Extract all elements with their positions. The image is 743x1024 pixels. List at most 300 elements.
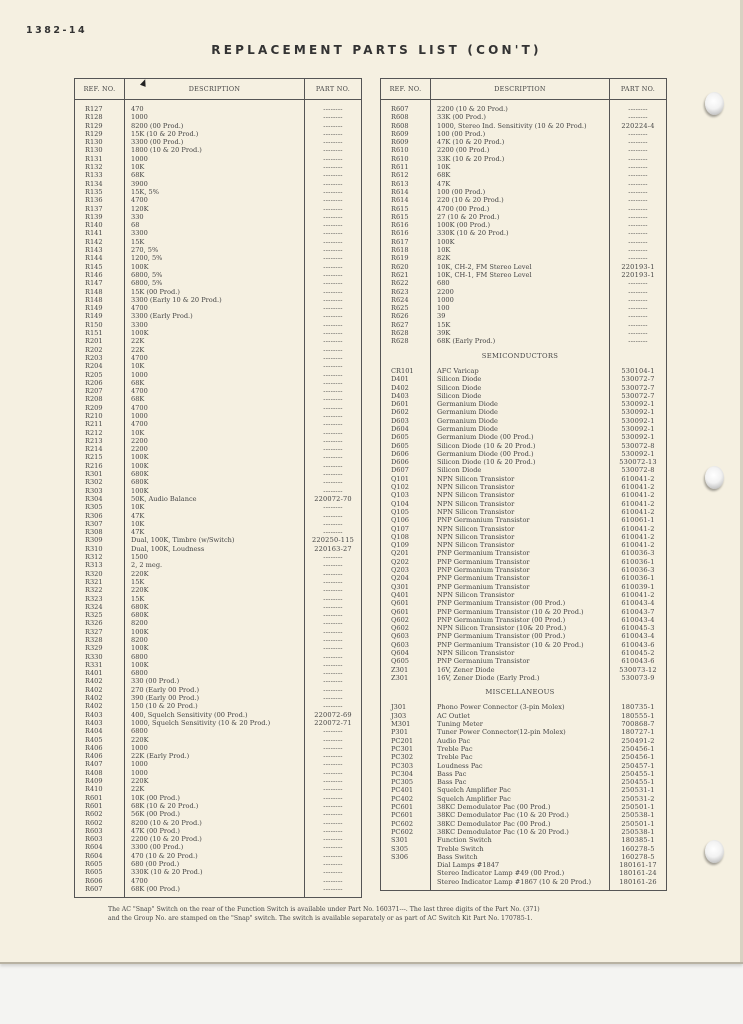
description-cell: Bass Switch: [437, 852, 478, 861]
ref-no-cell: Q106: [391, 516, 409, 525]
header-description: DESCRIPTION: [431, 79, 610, 99]
part-no-cell: --------: [323, 777, 343, 786]
description-cell: 68K (Early Prod.): [437, 337, 496, 346]
part-no-cell: --------: [323, 627, 343, 636]
part-no-cell: 530072-13: [619, 458, 657, 467]
ref-no-cell: R132: [85, 163, 103, 172]
ref-no-cell: J303: [391, 711, 407, 720]
ref-no-cell: Q603: [391, 640, 409, 649]
ref-no-cell: D605: [391, 441, 409, 450]
ref-no-cell: R407: [85, 760, 103, 769]
ref-no-cell: R615: [391, 212, 409, 221]
part-no-cell: --------: [323, 237, 343, 246]
part-no-cell: --------: [323, 528, 343, 537]
part-no-cell: --------: [323, 295, 343, 304]
description-cell: PNP Germanium Transistor: [437, 516, 530, 525]
part-no-cell: --------: [323, 270, 343, 279]
part-no-cell: --------: [323, 428, 343, 437]
description-cell: 38KC Demodulator Pac (10 & 20 Prod.): [437, 827, 569, 836]
description-cell: 8200: [131, 619, 148, 628]
part-no-cell: 610043-4: [621, 632, 655, 641]
part-no-cell: --------: [628, 229, 648, 238]
part-no-cell: --------: [323, 727, 343, 736]
ref-no-cell: D402: [391, 383, 409, 392]
ref-no-cell: Q202: [391, 557, 409, 566]
part-no-cell: --------: [323, 196, 343, 205]
description-cell: 3900: [131, 179, 148, 188]
ref-no-cell: R202: [85, 345, 103, 354]
ref-no-cell: R601: [85, 801, 103, 810]
description-cell: Dial Lamps #1847: [437, 861, 500, 870]
part-no-cell: 160278-5: [621, 852, 655, 861]
ref-no-cell: R149: [85, 312, 103, 321]
description-cell: 680K: [131, 470, 149, 479]
description-cell: 1000: [131, 743, 148, 752]
description-cell: 680K: [131, 602, 149, 611]
description-cell: 39: [437, 312, 446, 321]
part-no-cell: 530104-1: [621, 366, 655, 375]
ref-no-cell: R612: [391, 171, 409, 180]
part-no-cell: --------: [628, 221, 648, 230]
description-cell: Function Switch: [437, 836, 492, 845]
ref-no-cell: R406: [85, 743, 103, 752]
part-no-cell: --------: [323, 868, 343, 877]
part-no-cell: 250538-1: [621, 827, 655, 836]
part-no-cell: 610045-3: [621, 624, 655, 633]
description-cell: 10K: [131, 428, 145, 437]
ref-no-cell: R614: [391, 196, 409, 205]
ref-no-cell: R625: [391, 304, 409, 313]
description-cell: 330K (10 & 20 Prod.): [131, 868, 203, 877]
ref-no-cell: R609: [391, 138, 409, 147]
ref-no-cell: R141: [85, 229, 103, 238]
part-no-cell: --------: [628, 163, 648, 172]
ref-no-cell: R403: [85, 710, 103, 719]
description-cell: 680: [437, 279, 450, 288]
part-no-cell: --------: [323, 553, 343, 562]
description-cell: Germanium Diode: [437, 408, 498, 417]
part-no-cell: --------: [323, 287, 343, 296]
ref-no-cell: R330: [85, 652, 103, 661]
ref-no-cell: R325: [85, 611, 103, 620]
part-no-cell: 250456-1: [621, 744, 655, 753]
part-no-cell: --------: [323, 470, 343, 479]
part-no-cell: --------: [323, 329, 343, 338]
ref-no-cell: R402: [85, 677, 103, 686]
description-cell: 38KC Demodulator Pac (00 Prod.): [437, 803, 551, 812]
ref-no-cell: R604: [85, 851, 103, 860]
part-no-cell: --------: [323, 760, 343, 769]
ref-no-cell: R304: [85, 494, 103, 503]
description-cell: Phono Power Connector (3-pin Molex): [437, 703, 565, 712]
part-no-cell: --------: [323, 171, 343, 180]
part-no-cell: 610041-2: [621, 590, 655, 599]
part-no-cell: --------: [323, 395, 343, 404]
ref-no-cell: Z301: [391, 673, 409, 682]
description-cell: 1000: [131, 113, 148, 122]
part-no-cell: 610043-7: [621, 607, 655, 616]
ref-no-cell: R147: [85, 279, 103, 288]
part-no-cell: --------: [323, 569, 343, 578]
part-no-cell: 250531-2: [621, 794, 655, 803]
ref-no-cell: R302: [85, 478, 103, 487]
part-no-cell: --------: [323, 677, 343, 686]
ref-no-cell: R603: [85, 835, 103, 844]
description-cell: Tuning Meter: [437, 720, 483, 729]
part-no-cell: --------: [323, 254, 343, 263]
part-no-cell: 220072-69: [314, 710, 352, 719]
ref-no-cell: R611: [391, 163, 409, 172]
part-no-cell: --------: [323, 694, 343, 703]
ref-no-cell: R321: [85, 577, 103, 586]
section-spacer: [381, 682, 430, 703]
part-no-cell: --------: [628, 287, 648, 296]
part-no-cell: --------: [628, 138, 648, 147]
description-cell: 1000, Stereo Ind. Sensitivity (10 & 20 Prod.): [437, 121, 587, 130]
footnote-line-2: and the Group No. are stamped on the "Snap" switch. The switch is available separately or as part of AC Switch Kit Part No. 170785-1.: [108, 914, 533, 922]
description-cell: 33K (00 Prod.): [437, 113, 486, 122]
description-cell: 100K: [131, 461, 149, 470]
part-no-cell: --------: [323, 362, 343, 371]
ref-no-cell: R602: [85, 818, 103, 827]
description-cell: 680K: [131, 611, 149, 620]
description-cell: 22K: [131, 785, 145, 794]
ref-no-cell: D603: [391, 416, 409, 425]
ref-no-cell: R142: [85, 237, 103, 246]
header-ref-no: REF. NO.: [381, 79, 431, 99]
ref-no-cell: R148: [85, 295, 103, 304]
ref-no-cell: D606: [391, 458, 409, 467]
ref-no-cell: R213: [85, 436, 103, 445]
part-no-cell: 220072-70: [314, 494, 352, 503]
ref-no-cell: R306: [85, 511, 103, 520]
ref-no-cell: PC301: [391, 744, 414, 753]
description-cell: 100 (00 Prod.): [437, 187, 486, 196]
part-no-cell: 220193-1: [621, 262, 655, 271]
ref-no-cell: Q103: [391, 491, 409, 500]
part-no-cell: --------: [323, 279, 343, 288]
ref-no-cell: R143: [85, 246, 103, 255]
ref-no-cell: R402: [85, 685, 103, 694]
description-cell: Treble Pac: [437, 753, 473, 762]
ref-no-cell: R627: [391, 320, 409, 329]
description-cell: 100K (00 Prod.): [437, 221, 491, 230]
description-cell: 270 (Early 00 Prod.): [131, 685, 200, 694]
description-cell: 6800, 5%: [131, 270, 163, 279]
ref-no-cell: R151: [85, 329, 103, 338]
part-no-cell: --------: [323, 403, 343, 412]
description-cell: 47K (10 & 20 Prod.): [437, 138, 505, 147]
ref-no-cell: R128: [85, 113, 103, 122]
ref-no-cell: R626: [391, 312, 409, 321]
ref-no-cell: R609: [391, 129, 409, 138]
page-title: REPLACEMENT PARTS LIST (CON'T): [211, 43, 542, 57]
part-no-cell: --------: [323, 420, 343, 429]
part-no-cell: --------: [323, 785, 343, 794]
part-no-cell: 530073-12: [619, 665, 657, 674]
part-column: [610, 100, 666, 890]
part-no-cell: --------: [323, 320, 343, 329]
part-no-cell: --------: [323, 453, 343, 462]
ref-no-cell: R129: [85, 121, 103, 130]
ref-no-cell: Q301: [391, 582, 409, 591]
ref-no-cell: R628: [391, 337, 409, 346]
description-cell: 1000, Squelch Sensitivity (10 & 20 Prod.): [131, 718, 271, 727]
part-no-cell: --------: [628, 179, 648, 188]
description-cell: 39K: [437, 329, 451, 338]
description-cell: 220K: [131, 735, 149, 744]
ref-no-cell: R201: [85, 337, 103, 346]
description-cell: 6800: [131, 669, 148, 678]
ref-no-cell: R614: [391, 187, 409, 196]
description-cell: 8200: [131, 636, 148, 644]
description-cell: 100K: [437, 237, 455, 246]
ref-no-cell: R410: [85, 785, 103, 794]
part-no-cell: --------: [323, 801, 343, 810]
description-cell: 38KC Demodulator Pac (00 Prod.): [437, 819, 551, 828]
description-cell: Germanium Diode (00 Prod.): [437, 433, 534, 442]
part-no-cell: 160278-5: [621, 844, 655, 853]
description-cell: 680K: [131, 478, 149, 487]
part-no-cell: 610041-2: [621, 474, 655, 483]
ref-no-cell: R131: [85, 154, 103, 163]
description-cell: 220K: [131, 569, 149, 578]
part-no-cell: 530092-1: [621, 449, 655, 458]
part-no-cell: --------: [323, 860, 343, 869]
part-no-cell: --------: [323, 262, 343, 271]
description-cell: PNP Germanium Transistor (10 & 20 Prod.): [437, 607, 584, 616]
ref-no-cell: R210: [85, 411, 103, 420]
ref-no-cell: R305: [85, 503, 103, 512]
description-cell: 68K: [131, 395, 145, 404]
description-cell: PNP Germanium Transistor: [437, 549, 530, 558]
ref-no-cell: Q602: [391, 624, 409, 633]
ref-no-cell: R628: [391, 329, 409, 338]
ref-no-cell: Q105: [391, 507, 409, 516]
description-cell: 47K: [437, 179, 451, 188]
part-no-cell: --------: [323, 146, 343, 155]
description-cell: 3300 (00 Prod.): [131, 138, 184, 147]
description-cell: PNP Germanium Transistor (00 Prod.): [437, 632, 566, 641]
ref-no-cell: R136: [85, 196, 103, 205]
section-heading: SEMICONDUCTORS: [481, 351, 559, 360]
ref-no-cell: R401: [85, 669, 103, 678]
description-cell: 47K: [131, 511, 145, 520]
description-cell: 16V, Zener Diode: [437, 665, 495, 674]
part-no-cell: --------: [323, 511, 343, 520]
ref-no-cell: R624: [391, 295, 409, 304]
description-cell: 220K: [131, 586, 149, 595]
ref-no-cell: Q102: [391, 483, 409, 492]
part-no-cell: --------: [323, 652, 343, 661]
part-no-cell: --------: [323, 411, 343, 420]
part-no-cell: --------: [323, 884, 343, 893]
ref-no-cell: R133: [85, 171, 103, 180]
part-column: [305, 100, 361, 897]
ref-column: [75, 100, 125, 897]
description-cell: 100K: [131, 329, 149, 338]
description-cell: 68K (10 & 20 Prod.): [131, 801, 199, 810]
description-cell: Germanium Diode: [437, 416, 498, 425]
description-cell: Treble Switch: [437, 844, 484, 853]
ref-no-cell: R403: [85, 718, 103, 727]
part-no-cell: --------: [628, 113, 648, 122]
ref-no-cell: Q604: [391, 649, 409, 657]
header-ref-no: REF. NO.: [75, 79, 125, 99]
ref-no-cell: R145: [85, 262, 103, 271]
part-no-cell: --------: [323, 818, 343, 827]
ref-no-cell: Q601: [391, 607, 409, 616]
ref-no-cell: R402: [85, 694, 103, 703]
description-cell: 10K, CH-2, FM Stereo Level: [437, 262, 532, 271]
part-no-cell: 530072-7: [621, 383, 655, 392]
ref-no-cell: R320: [85, 569, 103, 578]
description-cell: 68K: [131, 171, 145, 180]
ref-no-cell: Q601: [391, 599, 409, 608]
ref-no-cell: PC305: [391, 778, 414, 787]
ref-no-cell: D401: [391, 375, 409, 384]
page-number: 1382-14: [26, 25, 88, 36]
ref-no-cell: R608: [391, 113, 409, 122]
part-no-cell: 530073-9: [621, 673, 655, 682]
part-no-cell: 530092-1: [621, 400, 655, 409]
description-cell: 4700: [131, 876, 148, 885]
description-cell: NPN Silicon Transistor: [437, 590, 515, 599]
part-no-cell: --------: [323, 636, 343, 644]
part-no-cell: 700868-7: [621, 720, 655, 729]
ref-no-cell: Q109: [391, 541, 409, 550]
part-no-cell: 530072-7: [621, 391, 655, 400]
ref-no-cell: R327: [85, 627, 103, 636]
part-no-cell: --------: [628, 105, 648, 113]
part-no-cell: --------: [323, 304, 343, 313]
part-no-cell: --------: [628, 304, 648, 313]
description-cell: 3300 (Early 10 & 20 Prod.): [131, 295, 222, 304]
description-cell: 1200, 5%: [131, 254, 163, 263]
description-cell: 330 (00 Prod.): [131, 677, 180, 686]
description-cell: Bass Pac: [437, 769, 467, 778]
part-no-cell: 530072-7: [621, 375, 655, 384]
ref-no-cell: R326: [85, 619, 103, 628]
description-cell: NPN Silicon Transistor: [437, 532, 515, 541]
description-cell: 100K: [131, 627, 149, 636]
ref-no-cell: R308: [85, 528, 103, 537]
ref-no-cell: R617: [391, 237, 409, 246]
description-cell: Silicon Diode: [437, 391, 482, 400]
ref-no-cell: R620: [391, 262, 409, 271]
part-no-cell: 530072-8: [621, 441, 655, 450]
ref-no-cell: R621: [391, 270, 409, 279]
description-cell: 27 (10 & 20 Prod.): [437, 212, 500, 221]
part-no-cell: --------: [628, 337, 648, 346]
part-no-cell: 610041-2: [621, 532, 655, 541]
ref-no-cell: CR101: [391, 366, 414, 375]
part-no-cell: 250457-1: [621, 761, 655, 770]
description-cell: 220 (10 & 20 Prod.): [437, 196, 504, 205]
description-cell: PNP Germanium Transistor: [437, 574, 530, 583]
ref-no-cell: R616: [391, 229, 409, 238]
footnote: [108, 906, 688, 923]
description-cell: 3300: [131, 229, 148, 238]
description-cell: 22K: [131, 337, 145, 346]
part-no-cell: --------: [323, 212, 343, 221]
parts-table-left: [74, 78, 362, 898]
part-no-cell: --------: [628, 254, 648, 263]
part-no-cell: 220163-27: [314, 544, 352, 553]
ref-no-cell: R303: [85, 486, 103, 495]
description-cell: Silicon Diode: [437, 466, 482, 475]
part-no-cell: --------: [323, 735, 343, 744]
description-cell: 10K (00 Prod.): [131, 793, 180, 802]
ref-no-cell: R204: [85, 362, 103, 371]
description-cell: Germanium Diode: [437, 424, 498, 433]
description-cell: 6800, 5%: [131, 279, 163, 288]
ref-no-cell: PC401: [391, 786, 414, 795]
description-cell: 15K (00 Prod.): [131, 287, 180, 296]
part-no-cell: --------: [628, 295, 648, 304]
description-cell: 68K: [131, 378, 145, 387]
description-cell: Silicon Diode: [437, 383, 482, 392]
ref-no-cell: PC601: [391, 803, 414, 812]
header-description: DESCRIPTION: [125, 79, 305, 99]
description-cell: NPN Silicon Transistor: [437, 649, 515, 657]
part-no-cell: 610045-2: [621, 649, 655, 657]
part-no-cell: 250455-1: [621, 769, 655, 778]
description-cell: NPN Silicon Transistor: [437, 499, 515, 508]
ref-no-cell: R208: [85, 395, 103, 404]
part-no-cell: --------: [323, 129, 343, 138]
description-cell: 3300 (Early Prod.): [131, 312, 193, 321]
ref-no-cell: Q104: [391, 499, 409, 508]
part-no-cell: --------: [323, 337, 343, 346]
part-no-cell: --------: [323, 179, 343, 188]
part-no-cell: --------: [628, 279, 648, 288]
part-no-cell: --------: [323, 478, 343, 487]
ref-no-cell: R212: [85, 428, 103, 437]
part-no-cell: 530072-8: [621, 466, 655, 475]
ref-no-cell: D604: [391, 424, 409, 433]
ref-no-cell: R610: [391, 146, 409, 155]
part-no-cell: --------: [323, 370, 343, 379]
part-no-cell: 610036-3: [621, 566, 655, 575]
ref-no-cell: R309: [85, 536, 103, 545]
description-cell: Stereo Indicator Lamp #49 (00 Prod.): [437, 869, 565, 878]
part-no-cell: 610039-1: [621, 582, 655, 591]
part-no-cell: --------: [323, 387, 343, 396]
part-no-cell: 220072-71: [314, 718, 352, 727]
part-no-cell: --------: [323, 229, 343, 238]
description-cell: AC Outlet: [437, 711, 470, 720]
description-cell: 22K (Early Prod.): [131, 752, 190, 761]
ref-no-cell: R404: [85, 727, 103, 736]
ref-no-cell: R331: [85, 660, 103, 669]
part-no-cell: --------: [323, 138, 343, 147]
description-cell: 47K: [131, 528, 145, 537]
ref-no-cell: R137: [85, 204, 103, 213]
part-no-cell: --------: [323, 246, 343, 255]
part-no-cell: 530092-1: [621, 433, 655, 442]
section-spacer: [381, 346, 430, 367]
ref-no-cell: R324: [85, 602, 103, 611]
description-cell: 68: [131, 221, 140, 230]
description-cell: 8200 (00 Prod.): [131, 121, 184, 130]
description-cell: Tuner Power Connector(12-pin Molex): [437, 728, 566, 737]
ref-no-cell: R209: [85, 403, 103, 412]
ref-no-cell: [381, 878, 430, 886]
section-spacer: [610, 682, 666, 703]
description-cell: 4700: [131, 387, 148, 396]
part-no-cell: --------: [628, 312, 648, 321]
